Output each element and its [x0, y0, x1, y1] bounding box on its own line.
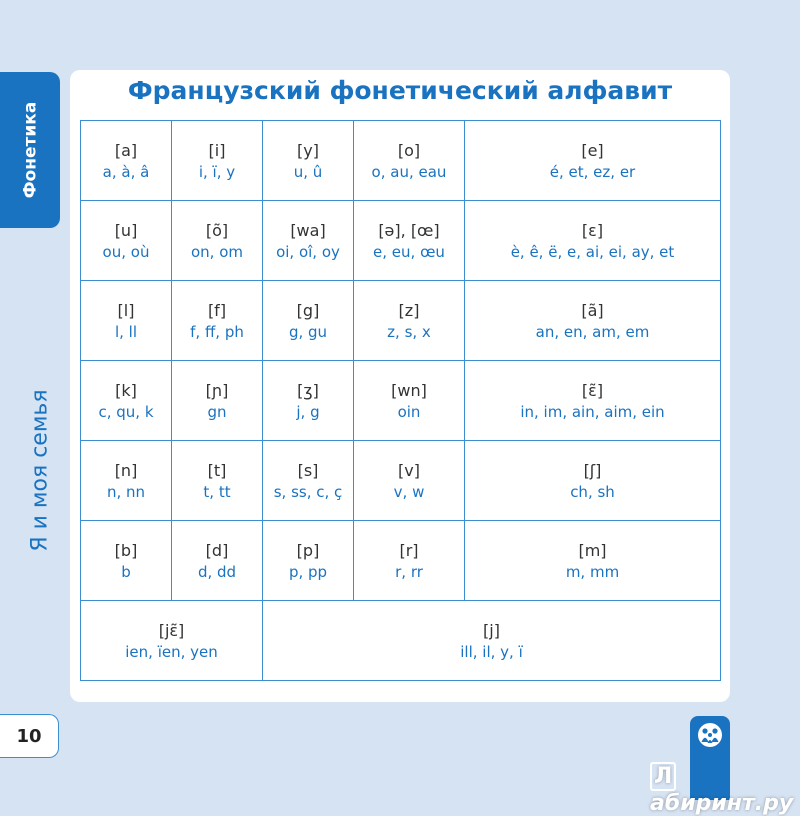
- table-row: [81, 441, 721, 521]
- phoneme-spelling: p, pp: [288, 562, 328, 581]
- phoneme-symbol: [ʒ]: [297, 380, 319, 400]
- phoneme-cell: [81, 441, 172, 521]
- phoneme-cell: [354, 201, 465, 281]
- phoneme-cell: [465, 521, 721, 601]
- watermark: [650, 762, 800, 816]
- phoneme-spelling: é, et, ez, er: [549, 162, 636, 181]
- phoneme-symbol: [y]: [297, 140, 319, 160]
- table-row: [81, 521, 721, 601]
- phoneme-symbol: [n]: [114, 460, 138, 480]
- phoneme-spelling: z, s, x: [387, 322, 431, 341]
- chapter-title-text: Я и моя семья: [27, 388, 53, 552]
- table-row: [81, 201, 721, 281]
- phoneme-cell: [172, 121, 263, 201]
- phoneme-spelling: r, rr: [395, 562, 423, 581]
- table-row: [81, 121, 721, 201]
- phoneme-cell: [81, 121, 172, 201]
- phoneme-cell: [81, 361, 172, 441]
- phoneme-symbol: [jɛ̃]: [158, 620, 185, 640]
- phonetic-table: [80, 120, 721, 681]
- phoneme-cell: [172, 441, 263, 521]
- phoneme-cell: [465, 281, 721, 361]
- phoneme-cell: [465, 441, 721, 521]
- phoneme-cell: [263, 521, 354, 601]
- phoneme-spelling: j, g: [296, 402, 320, 421]
- phoneme-spelling: v, w: [393, 482, 425, 501]
- phoneme-cell: [354, 121, 465, 201]
- table-row: [81, 281, 721, 361]
- watermark-text: абиринт.ру: [650, 791, 794, 816]
- phoneme-symbol: [l]: [117, 300, 135, 320]
- phoneme-symbol: [õ]: [205, 220, 229, 240]
- phoneme-spelling: g, gu: [288, 322, 328, 341]
- phoneme-cell: [465, 361, 721, 441]
- phoneme-symbol: [d]: [205, 540, 229, 560]
- phoneme-symbol: [f]: [207, 300, 227, 320]
- phoneme-symbol: [wn]: [391, 380, 427, 400]
- phoneme-cell: [172, 281, 263, 361]
- phoneme-spelling: in, im, ain, aim, ein: [520, 402, 665, 421]
- phoneme-cell: [263, 601, 721, 681]
- phoneme-cell: [354, 441, 465, 521]
- phoneme-symbol: [ʃ]: [583, 460, 602, 480]
- phoneme-cell: [81, 601, 263, 681]
- phoneme-symbol: [z]: [398, 300, 420, 320]
- phoneme-spelling: t, tt: [203, 482, 231, 501]
- phoneme-cell: [81, 201, 172, 281]
- phoneme-spelling: ien, ïen, yen: [125, 642, 218, 661]
- phoneme-symbol: [g]: [296, 300, 320, 320]
- phoneme-spelling: s, ss, c, ç: [273, 482, 343, 501]
- phoneme-spelling: b: [121, 562, 131, 581]
- phoneme-spelling: m, mm: [565, 562, 620, 581]
- phoneme-spelling: l, ll: [114, 322, 138, 341]
- phoneme-cell: [263, 121, 354, 201]
- phoneme-cell: [263, 201, 354, 281]
- phoneme-symbol: [i]: [208, 140, 226, 160]
- phoneme-cell: [172, 201, 263, 281]
- phoneme-symbol: [u]: [114, 220, 138, 240]
- phoneme-cell: [465, 201, 721, 281]
- phoneme-symbol: [ɲ]: [205, 380, 229, 400]
- phoneme-spelling: n, nn: [106, 482, 146, 501]
- phoneme-symbol: [b]: [114, 540, 138, 560]
- watermark-logo-letter: Л: [650, 762, 676, 791]
- phoneme-cell: [465, 121, 721, 201]
- page-number: 10: [0, 714, 59, 758]
- phoneme-cell: [263, 281, 354, 361]
- phoneme-symbol: [m]: [578, 540, 607, 560]
- phoneme-symbol: [o]: [397, 140, 421, 160]
- phoneme-cell: [263, 361, 354, 441]
- phoneme-spelling: an, en, am, em: [535, 322, 650, 341]
- phoneme-spelling: a, à, â: [102, 162, 150, 181]
- phoneme-spelling: c, qu, k: [98, 402, 154, 421]
- phoneme-cell: [354, 361, 465, 441]
- phoneme-spelling: on, om: [190, 242, 243, 261]
- phoneme-spelling: ou, où: [102, 242, 150, 261]
- phoneme-symbol: [wa]: [290, 220, 326, 240]
- phoneme-spelling: ch, sh: [570, 482, 615, 501]
- table-row: [81, 361, 721, 441]
- phoneme-spelling: u, û: [293, 162, 323, 181]
- phoneme-spelling: ill, il, y, ï: [460, 642, 523, 661]
- phoneme-cell: [263, 441, 354, 521]
- phoneme-symbol: [ɛ]: [581, 220, 604, 240]
- phoneme-symbol: [a]: [114, 140, 138, 160]
- phoneme-spelling: oi, oî, oy: [276, 242, 340, 261]
- phoneme-symbol: [ã]: [581, 300, 604, 320]
- phoneme-spelling: f, ff, ph: [190, 322, 244, 341]
- phoneme-spelling: oin: [397, 402, 421, 421]
- phoneme-cell: [172, 361, 263, 441]
- phoneme-spelling: e, eu, œu: [373, 242, 445, 261]
- page-title: Французский фонетический алфавит: [127, 76, 673, 105]
- phoneme-symbol: [ə], [œ]: [378, 220, 440, 240]
- family-icon: [697, 722, 723, 748]
- phoneme-cell: [81, 521, 172, 601]
- phoneme-spelling: i, ï, y: [198, 162, 236, 181]
- phoneme-cell: [172, 521, 263, 601]
- phoneme-symbol: [j]: [483, 620, 500, 640]
- phoneme-cell: [354, 521, 465, 601]
- phoneme-symbol: [t]: [207, 460, 227, 480]
- chapter-title: [0, 340, 80, 600]
- phoneme-cell: [81, 281, 172, 361]
- phoneme-spelling: o, au, eau: [371, 162, 447, 181]
- phoneme-spelling: d, dd: [197, 562, 237, 581]
- phoneme-symbol: [s]: [297, 460, 319, 480]
- table-row: [81, 601, 721, 681]
- phoneme-symbol: [k]: [115, 380, 137, 400]
- phoneme-spelling: è, ê, ë, e, ai, ei, ay, et: [510, 242, 675, 261]
- phoneme-symbol: [ɛ̃]: [581, 380, 604, 400]
- section-tab-label: Фонетика: [20, 101, 40, 199]
- phoneme-symbol: [r]: [399, 540, 419, 560]
- phoneme-cell: [354, 281, 465, 361]
- phoneme-symbol: [p]: [296, 540, 320, 560]
- phoneme-symbol: [v]: [398, 460, 420, 480]
- phoneme-symbol: [e]: [581, 140, 604, 160]
- phoneme-spelling: gn: [207, 402, 227, 421]
